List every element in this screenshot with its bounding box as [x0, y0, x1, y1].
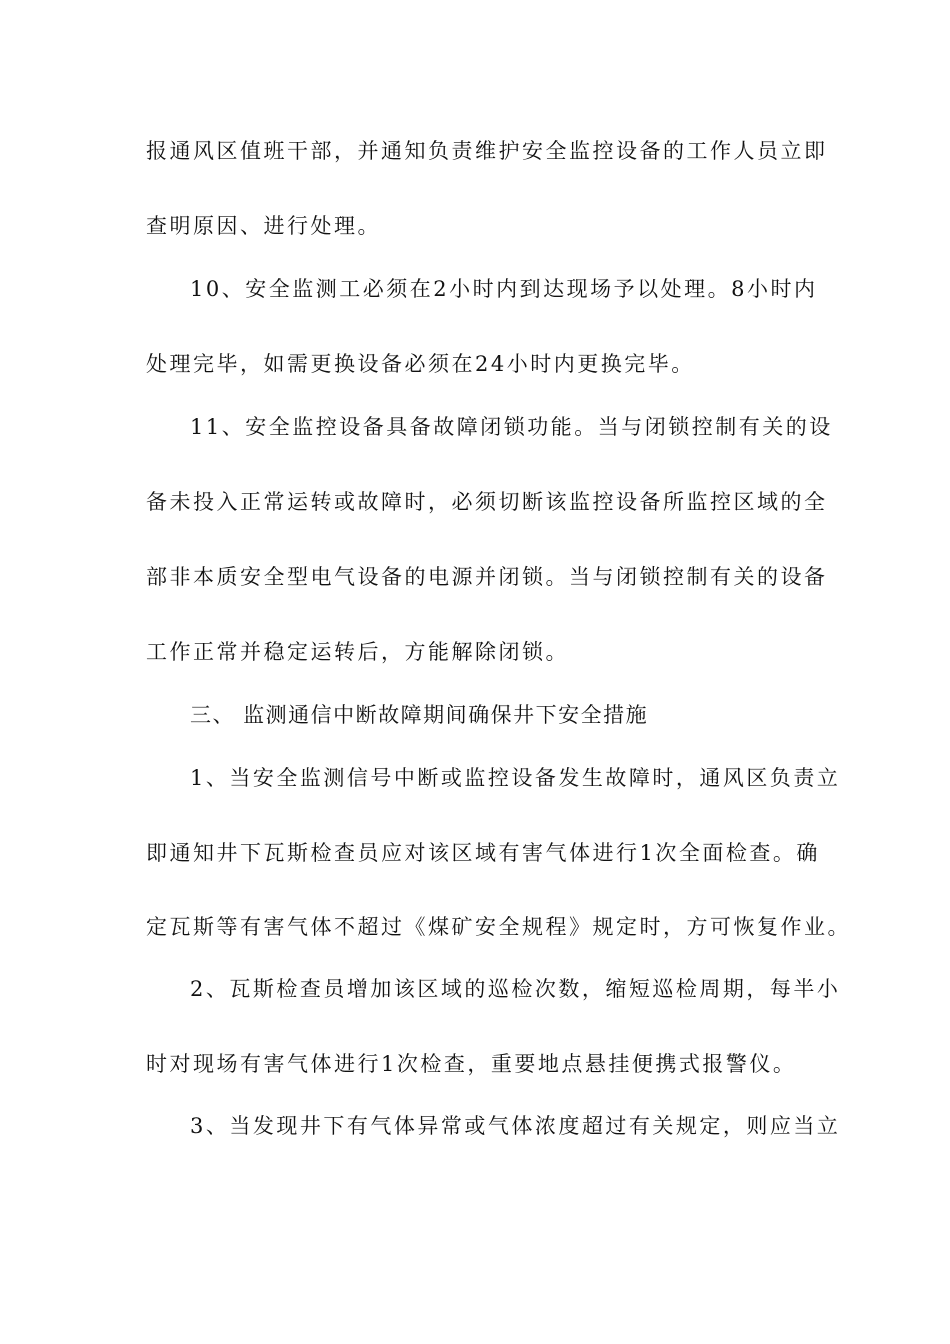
text-line: 备未投入正常运转或故障时，必须切断该监控设备所监控区域的全 [146, 490, 828, 514]
text-line: 报通风区值班干部，并通知负责维护安全监控设备的工作人员立即 [146, 139, 828, 163]
text-line: 处理完毕，如需更换设备必须在24小时内更换完毕。 [146, 352, 695, 376]
paragraph-3-line: 3、当发现井下有气体异常或气体浓度超过有关规定，则应当立 [190, 1114, 841, 1138]
paragraph-11-line: 11、安全监控设备具备故障闭锁功能。当与闭锁控制有关的设 [190, 415, 833, 439]
paragraph-10-line: 10、安全监测工必须在2小时内到达现场予以处理。8小时内 [190, 277, 818, 301]
text-line: 即通知井下瓦斯检查员应对该区域有害气体进行1次全面检查。确 [146, 841, 820, 865]
text-line: 工作正常并稳定运转后，方能解除闭锁。 [146, 640, 569, 664]
text-line: 时对现场有害气体进行1次检查，重要地点悬挂便携式报警仪。 [146, 1052, 797, 1076]
section-heading: 三、 监测通信中断故障期间确保井下安全措施 [190, 703, 649, 727]
text-line: 定瓦斯等有害气体不超过《煤矿安全规程》规定时，方可恢复作业。 [146, 915, 851, 939]
paragraph-1-line: 1、当安全监测信号中断或监控设备发生故障时，通风区负责立 [190, 766, 841, 790]
text-line: 部非本质安全型电气设备的电源并闭锁。当与闭锁控制有关的设备 [146, 565, 828, 589]
paragraph-2-line: 2、瓦斯检查员增加该区域的巡检次数，缩短巡检周期，每半小 [190, 977, 841, 1001]
text-line: 查明原因、进行处理。 [146, 214, 381, 238]
